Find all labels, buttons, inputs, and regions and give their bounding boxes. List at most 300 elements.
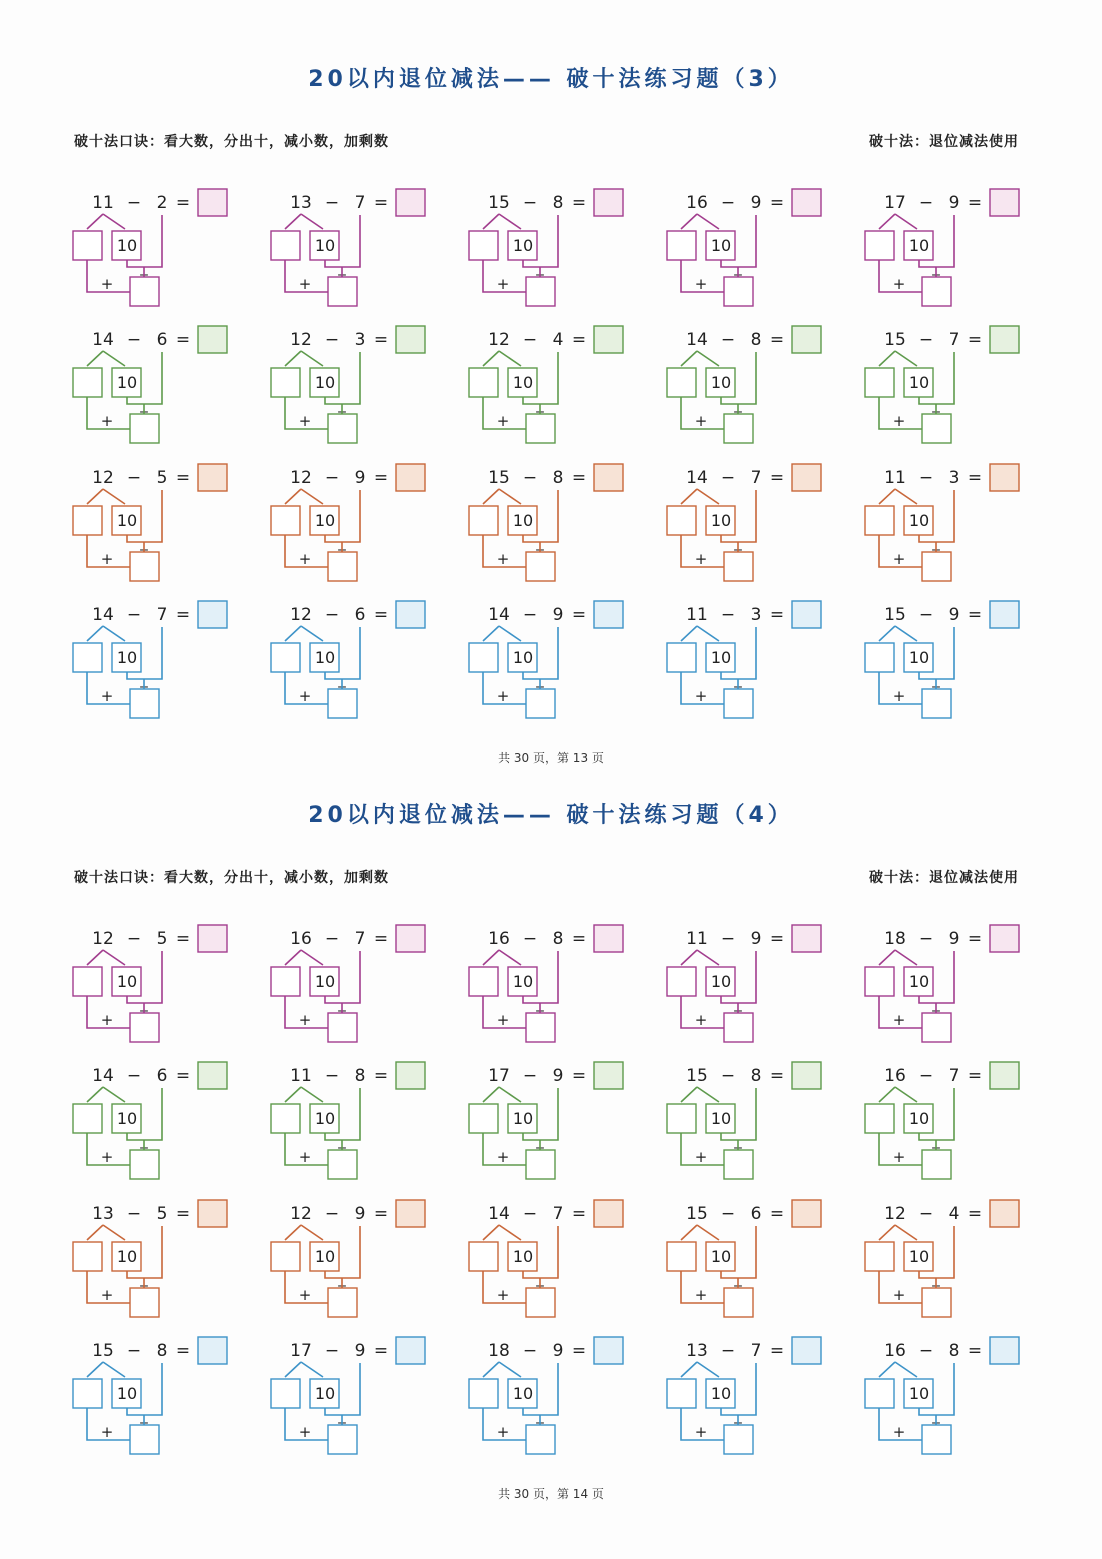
equals-sign: = (373, 468, 389, 488)
decomposition-diagram (664, 1334, 854, 1464)
minus-sign: − (918, 1066, 934, 1086)
problem-cell (268, 186, 458, 316)
split-line-left (87, 351, 103, 366)
ones-box[interactable] (469, 643, 498, 672)
split-line-right (103, 351, 125, 366)
answer-box[interactable] (792, 601, 821, 628)
problem-cell (466, 598, 656, 728)
minus-sign: − (126, 1341, 142, 1361)
split-line-left (879, 1225, 895, 1240)
plus-marker: + (298, 1423, 312, 1441)
split-line-left (87, 1362, 103, 1377)
split-line-right (697, 1362, 719, 1377)
answer-box[interactable] (594, 1337, 623, 1364)
answer-box[interactable] (396, 189, 425, 216)
ones-box[interactable] (667, 1104, 696, 1133)
answer-box[interactable] (396, 1337, 425, 1364)
remainder-box[interactable] (130, 689, 159, 718)
subtrahend: 3 (354, 330, 366, 350)
split-line-left (285, 214, 301, 229)
plus-marker: + (100, 1286, 114, 1304)
ones-box[interactable] (73, 1379, 102, 1408)
ones-box[interactable] (73, 643, 102, 672)
worksheet-page-2 (0, 736, 1102, 1501)
minus-marker: _ (140, 994, 148, 1012)
minus-sign: − (720, 468, 736, 488)
answer-box[interactable] (198, 326, 227, 353)
answer-box[interactable] (594, 601, 623, 628)
answer-box[interactable] (792, 464, 821, 491)
remainder-box[interactable] (724, 414, 753, 443)
plus-marker: + (298, 550, 312, 568)
answer-box[interactable] (198, 601, 227, 628)
split-line-left (681, 626, 697, 641)
answer-box[interactable] (990, 925, 1019, 952)
subtrahend: 9 (552, 1341, 564, 1361)
answer-box[interactable] (792, 925, 821, 952)
split-line-left (879, 1362, 895, 1377)
remainder-box[interactable] (130, 1425, 159, 1454)
ones-box[interactable] (667, 231, 696, 260)
minus-marker: _ (734, 1131, 742, 1149)
answer-box[interactable] (594, 326, 623, 353)
remainder-box[interactable] (328, 689, 357, 718)
split-line-left (879, 214, 895, 229)
equals-sign: = (769, 605, 785, 625)
answer-box[interactable] (198, 925, 227, 952)
remainder-box[interactable] (328, 552, 357, 581)
split-line-right (103, 1087, 125, 1102)
remainder-box[interactable] (724, 1013, 753, 1042)
minuend: 14 (686, 330, 708, 350)
ten-label: 10 (710, 511, 732, 530)
ones-box[interactable] (865, 1242, 894, 1271)
minus-marker: _ (140, 670, 148, 688)
subtrahend: 9 (552, 1066, 564, 1086)
remainder-box[interactable] (922, 552, 951, 581)
minus-sign: − (918, 330, 934, 350)
remainder-box[interactable] (328, 1013, 357, 1042)
answer-box[interactable] (990, 189, 1019, 216)
minus-marker: _ (932, 258, 940, 276)
answer-box[interactable] (792, 1337, 821, 1364)
ten-label: 10 (116, 236, 138, 255)
split-line-left (483, 351, 499, 366)
problem-cell (268, 1334, 458, 1464)
minus-sign: − (522, 1204, 538, 1224)
minuend: 18 (884, 929, 906, 949)
minus-sign: − (324, 468, 340, 488)
answer-box[interactable] (396, 326, 425, 353)
remainder-box[interactable] (130, 1150, 159, 1179)
split-line-left (681, 1087, 697, 1102)
minus-marker: _ (734, 395, 742, 413)
remainder-box[interactable] (130, 1013, 159, 1042)
split-line-left (87, 626, 103, 641)
answer-box[interactable] (990, 601, 1019, 628)
minuend: 15 (884, 605, 906, 625)
minus-marker: _ (338, 994, 346, 1012)
plus-marker: + (892, 687, 906, 705)
minuend: 12 (488, 330, 510, 350)
minus-marker: _ (338, 395, 346, 413)
remainder-box[interactable] (526, 689, 555, 718)
split-line-left (483, 1225, 499, 1240)
split-line-left (285, 1225, 301, 1240)
split-line-right (301, 1225, 323, 1240)
minuend: 15 (686, 1204, 708, 1224)
plus-marker: + (694, 687, 708, 705)
ones-box[interactable] (865, 506, 894, 535)
split-line-right (895, 489, 917, 504)
plus-marker: + (892, 550, 906, 568)
split-line-left (285, 626, 301, 641)
split-line-left (285, 351, 301, 366)
minuend: 14 (686, 468, 708, 488)
decomposition-diagram (70, 1197, 260, 1327)
answer-box[interactable] (792, 326, 821, 353)
equals-sign: = (571, 605, 587, 625)
remainder-box[interactable] (328, 1425, 357, 1454)
plus-marker: + (298, 1011, 312, 1029)
minus-marker: _ (140, 1131, 148, 1149)
answer-box[interactable] (396, 601, 425, 628)
ones-box[interactable] (469, 1379, 498, 1408)
minuend: 12 (92, 468, 114, 488)
split-line-right (103, 1225, 125, 1240)
plus-marker: + (298, 275, 312, 293)
ones-box[interactable] (469, 368, 498, 397)
remainder-box[interactable] (922, 1425, 951, 1454)
ones-box[interactable] (271, 506, 300, 535)
equals-sign: = (769, 929, 785, 949)
remainder-box[interactable] (922, 1013, 951, 1042)
answer-box[interactable] (396, 925, 425, 952)
split-line-right (499, 1362, 521, 1377)
minus-marker: _ (536, 670, 544, 688)
equals-sign: = (175, 929, 191, 949)
minuend: 17 (884, 193, 906, 213)
ten-label: 10 (710, 1109, 732, 1128)
ones-box[interactable] (73, 1104, 102, 1133)
subtrahend: 4 (948, 1204, 960, 1224)
remainder-box[interactable] (922, 277, 951, 306)
page-title: 20以内退位减法—— 破十法练习题（3） (308, 67, 794, 92)
split-line-right (697, 1225, 719, 1240)
decomposition-diagram (466, 922, 656, 1052)
minus-sign: − (324, 193, 340, 213)
subtrahend: 2 (156, 193, 168, 213)
equals-sign: = (373, 1341, 389, 1361)
equals-sign: = (571, 468, 587, 488)
minus-sign: − (522, 193, 538, 213)
plus-marker: + (100, 550, 114, 568)
method-usage-note: 破十法：退位减法使用 (869, 134, 1019, 150)
worksheet-page-1 (0, 0, 1102, 765)
remainder-box[interactable] (130, 277, 159, 306)
ones-box[interactable] (865, 368, 894, 397)
remainder-box[interactable] (130, 552, 159, 581)
remainder-box[interactable] (724, 552, 753, 581)
minus-sign: − (522, 1341, 538, 1361)
decomposition-diagram (268, 461, 458, 591)
remainder-box[interactable] (328, 1288, 357, 1317)
page-title: 20以内退位减法—— 破十法练习题（4） (308, 803, 794, 828)
plus-marker: + (892, 412, 906, 430)
answer-box[interactable] (198, 1200, 227, 1227)
equals-sign: = (175, 1066, 191, 1086)
answer-box[interactable] (990, 326, 1019, 353)
remainder-box[interactable] (526, 1150, 555, 1179)
ten-label: 10 (116, 648, 138, 667)
minus-marker: _ (536, 533, 544, 551)
answer-box[interactable] (594, 464, 623, 491)
minus-marker: _ (734, 670, 742, 688)
answer-box[interactable] (792, 1200, 821, 1227)
answer-box[interactable] (990, 1062, 1019, 1089)
problem-cell (664, 1059, 854, 1189)
minus-marker: _ (734, 258, 742, 276)
remainder-box[interactable] (526, 1288, 555, 1317)
split-line-right (697, 626, 719, 641)
ones-box[interactable] (73, 231, 102, 260)
split-line-right (301, 626, 323, 641)
problem-cell (268, 1059, 458, 1189)
subtrahend: 9 (948, 605, 960, 625)
split-line-left (879, 1087, 895, 1102)
equals-sign: = (967, 1341, 983, 1361)
plus-marker: + (100, 1011, 114, 1029)
ones-box[interactable] (271, 1104, 300, 1133)
plus-marker: + (496, 1148, 510, 1166)
answer-box[interactable] (594, 1200, 623, 1227)
equals-sign: = (769, 1341, 785, 1361)
problem-cell (862, 922, 1052, 1052)
ones-box[interactable] (667, 1242, 696, 1271)
decomposition-diagram (268, 1059, 458, 1189)
answer-box[interactable] (396, 1200, 425, 1227)
remainder-box[interactable] (526, 1425, 555, 1454)
problem-cell (70, 1197, 260, 1327)
ones-box[interactable] (73, 368, 102, 397)
remainder-box[interactable] (724, 1150, 753, 1179)
minus-marker: _ (338, 1131, 346, 1149)
answer-box[interactable] (990, 1200, 1019, 1227)
equals-sign: = (175, 1204, 191, 1224)
remainder-box[interactable] (328, 414, 357, 443)
plus-marker: + (694, 275, 708, 293)
decomposition-diagram (862, 323, 1052, 453)
split-line-left (681, 351, 697, 366)
problem-cell (268, 922, 458, 1052)
remainder-box[interactable] (724, 1425, 753, 1454)
plus-marker: + (100, 687, 114, 705)
split-line-left (87, 1087, 103, 1102)
ten-label: 10 (908, 511, 930, 530)
problem-cell (466, 922, 656, 1052)
split-line-left (483, 489, 499, 504)
split-line-left (285, 489, 301, 504)
ones-box[interactable] (469, 231, 498, 260)
equals-sign: = (571, 193, 587, 213)
minus-marker: _ (734, 533, 742, 551)
problem-cell (268, 461, 458, 591)
decomposition-diagram (466, 186, 656, 316)
ones-box[interactable] (667, 967, 696, 996)
ones-box[interactable] (73, 506, 102, 535)
ten-label: 10 (314, 1109, 336, 1128)
ones-box[interactable] (271, 643, 300, 672)
remainder-box[interactable] (724, 277, 753, 306)
minuend: 13 (290, 193, 312, 213)
remainder-box[interactable] (526, 277, 555, 306)
ten-label: 10 (314, 511, 336, 530)
minus-marker: _ (932, 1131, 940, 1149)
ten-label: 10 (710, 236, 732, 255)
ones-box[interactable] (667, 506, 696, 535)
answer-box[interactable] (396, 464, 425, 491)
ones-box[interactable] (865, 231, 894, 260)
plus-marker: + (496, 412, 510, 430)
decomposition-diagram (664, 1059, 854, 1189)
minus-sign: − (522, 929, 538, 949)
subtrahend: 4 (552, 330, 564, 350)
ten-label: 10 (116, 972, 138, 991)
minuend: 15 (92, 1341, 114, 1361)
ones-box[interactable] (865, 1104, 894, 1133)
split-line-left (681, 489, 697, 504)
remainder-box[interactable] (130, 414, 159, 443)
minuend: 12 (290, 605, 312, 625)
ten-label: 10 (116, 1109, 138, 1128)
decomposition-diagram (862, 922, 1052, 1052)
ones-box[interactable] (271, 231, 300, 260)
minuend: 11 (884, 468, 906, 488)
ones-box[interactable] (73, 1242, 102, 1271)
subtrahend: 8 (354, 1066, 366, 1086)
ones-box[interactable] (271, 1242, 300, 1271)
minus-sign: − (126, 330, 142, 350)
answer-box[interactable] (792, 189, 821, 216)
ones-box[interactable] (667, 1379, 696, 1408)
remainder-box[interactable] (130, 1288, 159, 1317)
answer-box[interactable] (198, 1062, 227, 1089)
answer-box[interactable] (198, 464, 227, 491)
minus-marker: _ (932, 670, 940, 688)
remainder-box[interactable] (724, 1288, 753, 1317)
answer-box[interactable] (198, 189, 227, 216)
decomposition-diagram (70, 598, 260, 728)
equals-sign: = (373, 605, 389, 625)
plus-marker: + (892, 1148, 906, 1166)
answer-box[interactable] (396, 1062, 425, 1089)
minus-marker: _ (932, 533, 940, 551)
subtrahend: 9 (948, 193, 960, 213)
ones-box[interactable] (469, 967, 498, 996)
ones-box[interactable] (865, 1379, 894, 1408)
minus-sign: − (918, 1204, 934, 1224)
ten-label: 10 (710, 648, 732, 667)
split-line-left (87, 214, 103, 229)
equals-sign: = (967, 330, 983, 350)
answer-box[interactable] (594, 925, 623, 952)
minus-marker: _ (338, 670, 346, 688)
minus-sign: − (720, 605, 736, 625)
ten-label: 10 (512, 236, 534, 255)
decomposition-diagram (664, 323, 854, 453)
minuend: 16 (686, 193, 708, 213)
ones-box[interactable] (73, 967, 102, 996)
minus-sign: − (720, 1341, 736, 1361)
ones-box[interactable] (667, 643, 696, 672)
remainder-box[interactable] (922, 1150, 951, 1179)
split-line-left (879, 351, 895, 366)
subtrahend: 5 (156, 468, 168, 488)
remainder-box[interactable] (526, 414, 555, 443)
remainder-box[interactable] (328, 1150, 357, 1179)
remainder-box[interactable] (922, 689, 951, 718)
answer-box[interactable] (594, 189, 623, 216)
answer-box[interactable] (990, 464, 1019, 491)
problem-cell (268, 598, 458, 728)
ten-label: 10 (908, 1247, 930, 1266)
minuend: 13 (686, 1341, 708, 1361)
plus-marker: + (298, 1148, 312, 1166)
ones-box[interactable] (469, 1242, 498, 1271)
split-line-right (103, 489, 125, 504)
remainder-box[interactable] (724, 689, 753, 718)
ones-box[interactable] (271, 368, 300, 397)
ones-box[interactable] (865, 643, 894, 672)
decomposition-diagram (70, 1334, 260, 1464)
split-line-right (895, 214, 917, 229)
split-line-left (681, 950, 697, 965)
remainder-box[interactable] (328, 277, 357, 306)
minus-marker: _ (338, 1406, 346, 1424)
split-line-right (697, 214, 719, 229)
answer-box[interactable] (792, 1062, 821, 1089)
problem-cell (70, 461, 260, 591)
ones-box[interactable] (469, 506, 498, 535)
decomposition-diagram (70, 186, 260, 316)
remainder-box[interactable] (922, 414, 951, 443)
equals-sign: = (769, 1204, 785, 1224)
answer-box[interactable] (990, 1337, 1019, 1364)
ones-box[interactable] (271, 1379, 300, 1408)
decomposition-diagram (466, 598, 656, 728)
ones-box[interactable] (865, 967, 894, 996)
plus-marker: + (100, 1148, 114, 1166)
remainder-box[interactable] (526, 552, 555, 581)
decomposition-diagram (466, 1334, 656, 1464)
split-line-left (879, 489, 895, 504)
ones-box[interactable] (469, 1104, 498, 1133)
remainder-box[interactable] (922, 1288, 951, 1317)
answer-box[interactable] (594, 1062, 623, 1089)
remainder-box[interactable] (526, 1013, 555, 1042)
minus-marker: _ (932, 1269, 940, 1287)
minus-marker: _ (140, 1406, 148, 1424)
plus-marker: + (694, 1286, 708, 1304)
equals-sign: = (373, 330, 389, 350)
answer-box[interactable] (198, 1337, 227, 1364)
split-line-right (103, 1362, 125, 1377)
method-rhyme: 破十法口诀：看大数，分出十，减小数，加剩数 (74, 870, 389, 886)
ones-box[interactable] (667, 368, 696, 397)
decomposition-diagram (466, 323, 656, 453)
ones-box[interactable] (271, 967, 300, 996)
equals-sign: = (967, 1066, 983, 1086)
